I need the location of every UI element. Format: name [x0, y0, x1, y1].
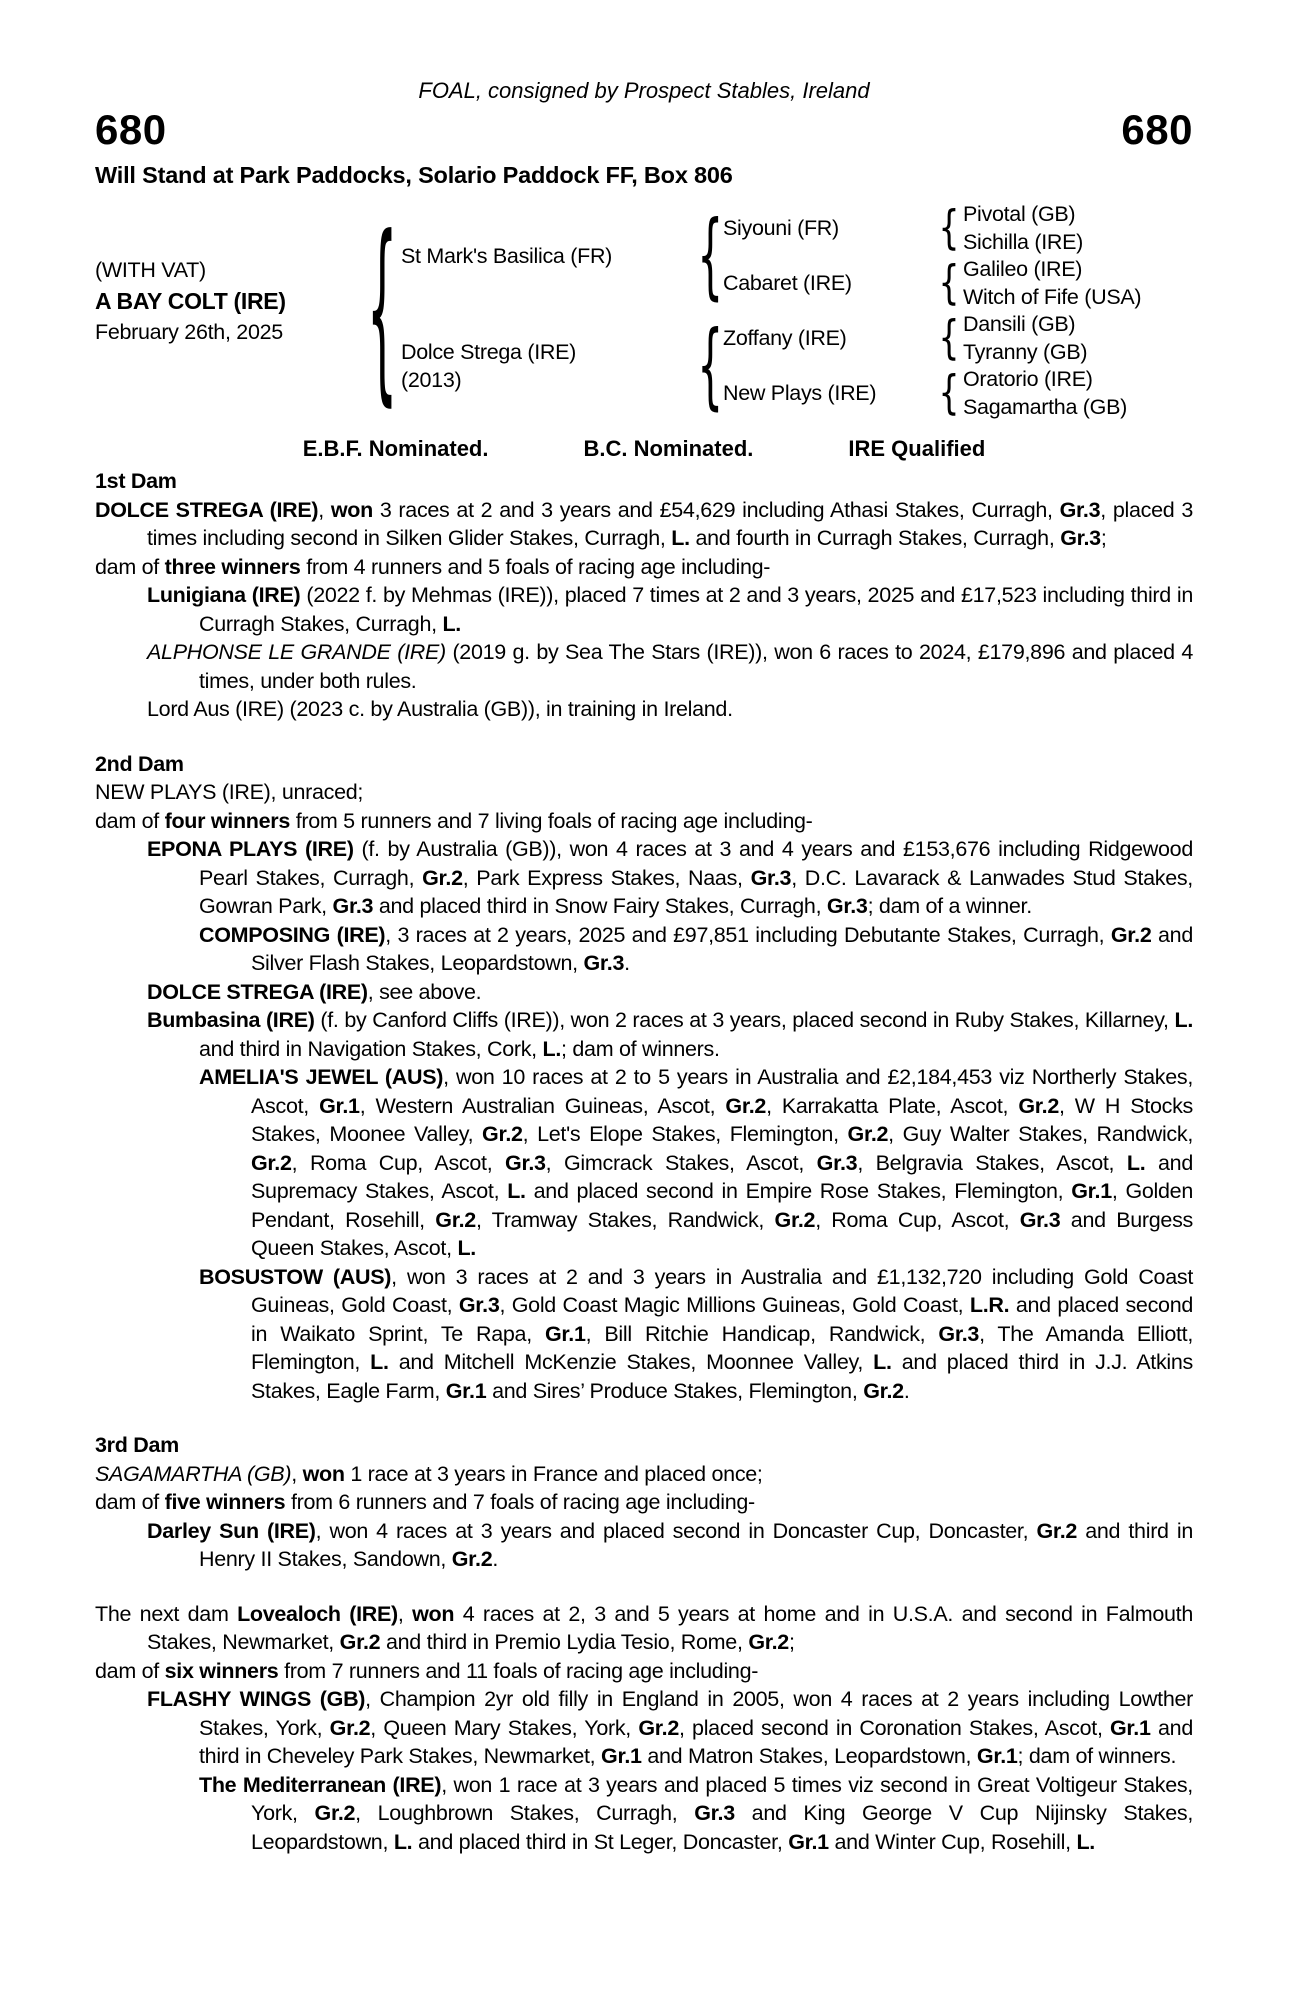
- paternal-grandsire: Siyouni (FR): [723, 216, 839, 240]
- pedigree-brace-icon: {: [938, 366, 960, 420]
- foal-date: February 26th, 2025: [95, 319, 283, 344]
- dam-name: Dolce Strega (IRE): [401, 339, 577, 364]
- pedigree-paragraph: Darley Sun (IRE), won 4 races at 3 years and placed second in Doncaster Cup, Doncaster, Gr.2 and third in Henry II Stakes, Sandown, Gr.2.: [147, 1518, 1194, 1571]
- ebf-nomination: E.B.F. Nominated.: [302, 436, 489, 461]
- pedigree-brace-icon: {: [697, 311, 723, 421]
- lot-number-right: 680: [1121, 106, 1193, 153]
- pedigree-paragraph: Lunigiana (IRE) (2022 f. by Mehmas (IRE)), placed 7 times at 2 and 3 years, 2025 and £17,523 including third in Curragh Stakes, Curragh, L.: [147, 583, 1194, 636]
- pedigree-paragraph: NEW PLAYS (IRE), unraced;: [95, 780, 364, 804]
- section-heading: 2nd Dam: [95, 751, 184, 776]
- pedigree-table: [95, 196, 1193, 426]
- section-heading: 1st Dam: [95, 469, 177, 493]
- dam-block: [401, 311, 697, 421]
- pedigree-paragraph: Bumbasina (IRE) (f. by Canford Cliffs (IRE)), won 2 races at 3 years, placed second in Ruby Stakes, Killarney, L. and third in Navigation Stakes, Cork, L.; dam of winners.: [147, 1008, 1193, 1061]
- dam-section-4: [95, 1600, 1193, 1857]
- stand-location: Will Stand at Park Paddocks, Solario Paddock FF, Box 806: [95, 162, 733, 188]
- pedigree-paragraph: Lord Aus (IRE) (2023 c. by Australia (GB)), in training in Ireland.: [147, 697, 733, 721]
- great-grandparent-5: Dansili (GB): [963, 312, 1076, 337]
- pedigree-brace-icon: {: [938, 256, 960, 310]
- dam-year: (2013): [401, 367, 462, 392]
- lot-number-row: [95, 108, 1193, 152]
- bc-nomination: B.C. Nominated.: [583, 436, 754, 461]
- pedigree-paragraph: AMELIA'S JEWEL (AUS), won 10 races at 2 to 5 years in Australia and £2,184,453 viz Northerly Stakes, Ascot, Gr.1, Western Australian Guineas, Ascot, Gr.2, Karrakatta Plate, Ascot, Gr.2, W H Stocks Stakes, Moonee Valley, Gr.2, Let's Elope Stakes, Flemington, Gr.2, Guy Walter Stakes, Randwick, Gr.2, Roma Cup, Ascot, Gr.3, Gimcrack Stakes, Ascot, Gr.3, Belgravia Stakes, Ascot, L. and Supremacy Stakes, Ascot, L. and placed second in Empire Rose Stakes, Flemington, Gr.1, Golden Pendant, Rosehill, Gr.2, Tramway Stakes, Randwick, Gr.2, Roma Cup, Ascot, Gr.3 and Burgess Queen Stakes, Ascot, L.: [199, 1065, 1193, 1260]
- great-grandparent-8: Sagamartha (GB): [963, 394, 1127, 419]
- pedigree-paragraph: DOLCE STREGA (IRE), won 3 races at 2 and 3 years and £54,629 including Athasi Stakes, Curragh, Gr.3, placed 3 times including second in Silken Glider Stakes, Curragh, L. and fourth in Curragh Stakes, Curragh, Gr.3;: [95, 497, 1193, 550]
- pedigree-paragraph: dam of three winners from 4 runners and 5 foals of racing age including-: [95, 554, 771, 579]
- vat-note: (WITH VAT): [95, 257, 206, 282]
- identity-block: [95, 191, 363, 411]
- pedigree-paragraph: EPONA PLAYS (IRE) (f. by Australia (GB)), won 4 races at 3 and 4 years and £153,676 including Ridgewood Pearl Stakes, Curragh, Gr.2, Park Express Stakes, Naas, Gr.3, D.C. Lavarack & Lanwades Stud Stakes, Gowran Park, Gr.3 and placed third in Snow Fairy Stakes, Curragh, Gr.3; dam of a winner.: [147, 837, 1193, 918]
- pedigree-paragraph: SAGAMARTHA (GB), won 1 race at 3 years in France and placed once;: [95, 1461, 763, 1486]
- pedigree-paragraph: dam of five winners from 6 runners and 7 foals of racing age including-: [95, 1490, 755, 1514]
- dam-section-1: [95, 467, 1193, 724]
- great-grandparent-7: Oratorio (IRE): [963, 367, 1093, 392]
- dam-section-2: [95, 750, 1193, 1406]
- ire-qualification: IRE Qualified: [848, 436, 986, 461]
- great-grandparent-4: Witch of Fife (USA): [963, 284, 1142, 309]
- great-grandparent-6: Tyranny (GB): [963, 339, 1088, 364]
- maternal-grandsire: Zoffany (IRE): [723, 326, 847, 350]
- maternal-granddam: New Plays (IRE): [723, 381, 877, 405]
- dam-section-3: [95, 1431, 1193, 1574]
- pedigree-paragraph: BOSUSTOW (AUS), won 3 races at 2 and 3 years in Australia and £1,132,720 including Gold Coast Guineas, Gold Coast, Gr.3, Gold Coast Magic Millions Guineas, Gold Coast, L.R. and placed second in Waikato Sprint, Te Rapa, Gr.1, Bill Ritchie Handicap, Randwick, Gr.3, The Amanda Elliott, Flemington, L. and Mitchell McKenzie Stakes, Moonnee Valley, L. and placed third in J.J. Atkins Stakes, Eagle Farm, Gr.1 and Sires’ Produce Stakes, Flemington, Gr.2.: [199, 1264, 1194, 1403]
- horse-name: A BAY COLT (IRE): [95, 287, 286, 314]
- pedigree-brace-icon: {: [938, 311, 960, 365]
- pedigree-paragraph: DOLCE STREGA (IRE), see above.: [147, 979, 482, 1004]
- lot-number-left: 680: [95, 106, 167, 153]
- pedigree-paragraph: dam of six winners from 7 runners and 11 foals of racing age including-: [95, 1658, 759, 1683]
- pedigree-paragraph: dam of four winners from 5 runners and 7 living foals of racing age including-: [95, 808, 813, 833]
- pedigree-paragraph: The Mediterranean (IRE), won 1 race at 3 years and placed 5 times viz second in Great Voltigeur Stakes, York, Gr.2, Loughbrown Stakes, Curragh, Gr.3 and King George V Cup Nijinsky Stakes, Leopardstown, L. and placed third in St Leger, Doncaster, Gr.1 and Winter Cup, Rosehill, L.: [199, 1772, 1194, 1854]
- paternal-granddam: Cabaret (IRE): [723, 271, 852, 295]
- great-grandparent-2: Sichilla (IRE): [963, 229, 1084, 254]
- consignor-line: FOAL, consigned by Prospect Stables, Ireland: [418, 78, 870, 103]
- great-grandparent-3: Galileo (IRE): [963, 257, 1083, 282]
- pedigree-paragraph: ALPHONSE LE GRANDE (IRE) (2019 g. by Sea The Stars (IRE)), won 6 races to 2024, £179,896 and placed 4 times, under both rules.: [147, 640, 1193, 693]
- pedigree-brace-icon: {: [366, 196, 398, 426]
- pedigree-paragraph: COMPOSING (IRE), 3 races at 2 years, 2025 and £97,851 including Debutante Stakes, Curragh, Gr.2 and Silver Flash Stakes, Leopardstown, Gr.3.: [199, 922, 1193, 975]
- pedigree-brace-icon: {: [697, 201, 723, 311]
- pedigree-brace-icon: {: [938, 201, 960, 255]
- pedigree-text: [95, 467, 1193, 1856]
- section-heading: 3rd Dam: [95, 1433, 179, 1457]
- pedigree-paragraph: The next dam Lovealoch (IRE), won 4 races at 2, 3 and 5 years at home and in U.S.A. and second in Falmouth Stakes, Newmarket, Gr.2 and third in Premio Lydia Tesio, Rome, Gr.2;: [95, 1601, 1194, 1654]
- great-grandparent-1: Pivotal (GB): [963, 202, 1076, 227]
- sire-name: St Mark's Basilica (FR): [401, 243, 613, 268]
- pedigree-paragraph: FLASHY WINGS (GB), Champion 2yr old filly in England in 2005, won 4 races at 2 years including Lowther Stakes, York, Gr.2, Queen Mary Stakes, York, Gr.2, placed second in Coronation Stakes, Ascot, Gr.1 and third in Cheveley Park Stakes, Newmarket, Gr.1 and Matron Stakes, Leopardstown, Gr.1; dam of winners.: [147, 1687, 1194, 1768]
- nominations-row: [95, 436, 1193, 462]
